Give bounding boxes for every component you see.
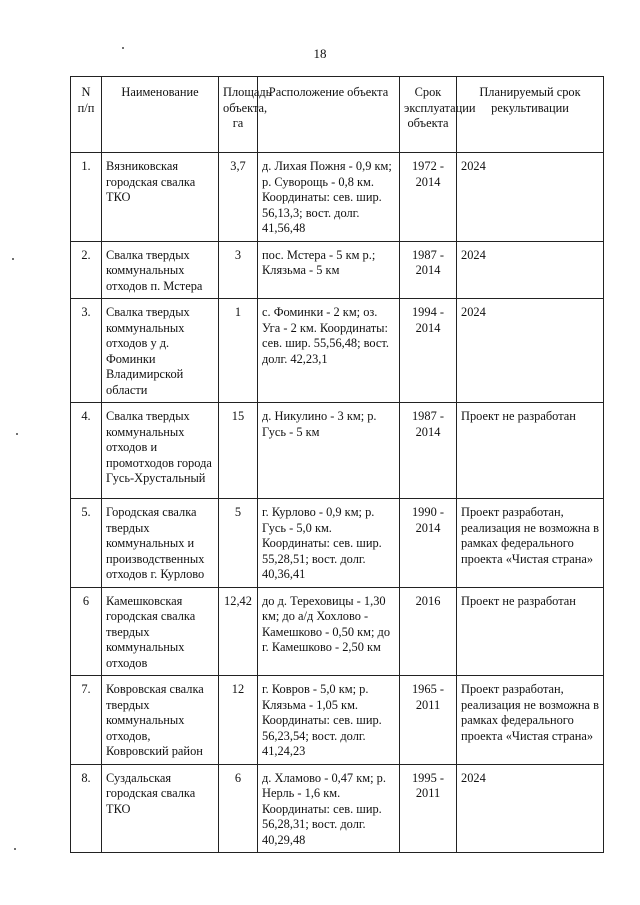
cell-num: 2. xyxy=(71,241,102,299)
cell-num: 3. xyxy=(71,299,102,403)
cell-period: 1995 - 2011 xyxy=(400,764,457,853)
cell-area: 3 xyxy=(219,241,258,299)
cell-name: Вязниковская городская свалка ТКО xyxy=(102,153,219,242)
cell-location: до д. Тереховицы - 1,30 км; до а/д Хохлово - Камешково - 0,50 км; до г. Камешково - 2,50 км xyxy=(258,587,400,676)
cell-reclamation: 2024 xyxy=(457,241,604,299)
table-row xyxy=(71,587,604,676)
table-row xyxy=(71,764,604,853)
cell-num: 6 xyxy=(71,587,102,676)
cell-reclamation: Проект не разработан xyxy=(457,403,604,499)
cell-area: 3,7 xyxy=(219,153,258,242)
table-row xyxy=(71,403,604,499)
table-header-row xyxy=(71,77,604,153)
cell-location: д. Никулино - 3 км; р. Гусь - 5 км xyxy=(258,403,400,499)
table-row xyxy=(71,241,604,299)
cell-location: д. Хламово - 0,47 км; р. Нерль - 1,6 км. Координаты: сев. шир. 56,28,31; вост. долг. 40,29,48 xyxy=(258,764,400,853)
cell-reclamation: Проект не разработан xyxy=(457,587,604,676)
header-area: Площадь объекта, га xyxy=(219,77,258,153)
cell-name: Городская свалка твердых коммунальных и производственных отходов г. Курлово xyxy=(102,499,219,588)
scan-speck xyxy=(14,848,16,850)
cell-reclamation: 2024 xyxy=(457,299,604,403)
table-row xyxy=(71,676,604,765)
cell-name: Свалка твердых коммунальных отходов у д. Фоминки Владимирской области xyxy=(102,299,219,403)
cell-period: 1994 - 2014 xyxy=(400,299,457,403)
cell-num: 8. xyxy=(71,764,102,853)
cell-area: 6 xyxy=(219,764,258,853)
header-location: Расположение объекта xyxy=(258,77,400,153)
cell-period: 2016 xyxy=(400,587,457,676)
header-name: Наименование xyxy=(102,77,219,153)
cell-num: 7. xyxy=(71,676,102,765)
cell-location: д. Лихая Пожня - 0,9 км; р. Суворощь - 0,8 км. Координаты: сев. шир. 56,13,3; вост. долг. 41,56,48 xyxy=(258,153,400,242)
cell-reclamation: Проект разработан, реализация не возможна в рамках федерального проекта «Чистая страна» xyxy=(457,499,604,588)
cell-period: 1972 - 2014 xyxy=(400,153,457,242)
scan-speck xyxy=(12,258,14,260)
cell-period: 1987 - 2014 xyxy=(400,241,457,299)
cell-period: 1987 - 2014 xyxy=(400,403,457,499)
cell-num: 1. xyxy=(71,153,102,242)
cell-location: г. Курлово - 0,9 км; р. Гусь - 5,0 км. Координаты: сев. шир. 55,28,51; вост. долг. 40,36,41 xyxy=(258,499,400,588)
cell-location: с. Фоминки - 2 км; оз. Уга - 2 км. Координаты: сев. шир. 55,56,48; вост. долг. 42,23,1 xyxy=(258,299,400,403)
cell-area: 12 xyxy=(219,676,258,765)
table-row xyxy=(71,499,604,588)
cell-location: г. Ковров - 5,0 км; р. Клязьма - 1,05 км. Координаты: сев. шир. 56,23,54; вост. долг. 41,24,23 xyxy=(258,676,400,765)
cell-name: Свалка твердых коммунальных отходов п. Мстера xyxy=(102,241,219,299)
cell-location: пос. Мстера - 5 км р.; Клязьма - 5 км xyxy=(258,241,400,299)
cell-period: 1965 - 2011 xyxy=(400,676,457,765)
cell-area: 12,42 xyxy=(219,587,258,676)
page-number: 18 xyxy=(313,46,327,61)
cell-num: 5. xyxy=(71,499,102,588)
cell-area: 15 xyxy=(219,403,258,499)
cell-reclamation: Проект разработан, реализация не возможна в рамках федерального проекта «Чистая страна» xyxy=(457,676,604,765)
cell-reclamation: 2024 xyxy=(457,764,604,853)
header-num: N п/п xyxy=(71,77,102,153)
cell-num: 4. xyxy=(71,403,102,499)
table-row xyxy=(71,153,604,242)
scan-speck xyxy=(122,47,124,49)
cell-area: 5 xyxy=(219,499,258,588)
cell-reclamation: 2024 xyxy=(457,153,604,242)
header-period: Срок эксплуатации объекта xyxy=(400,77,457,153)
landfill-registry-table xyxy=(70,76,604,853)
cell-period: 1990 - 2014 xyxy=(400,499,457,588)
header-reclamation: Планируемый срок рекультивации xyxy=(457,77,604,153)
cell-area: 1 xyxy=(219,299,258,403)
cell-name: Ковровская свалка твердых коммунальных отходов, Ковровский район xyxy=(102,676,219,765)
cell-name: Суздальская городская свалка ТКО xyxy=(102,764,219,853)
cell-name: Свалка твердых коммунальных отходов и промотходов города Гусь-Хрустальный xyxy=(102,403,219,499)
table-row xyxy=(71,299,604,403)
cell-name: Камешковская городская свалка твердых коммунальных отходов xyxy=(102,587,219,676)
scan-speck xyxy=(16,433,18,435)
